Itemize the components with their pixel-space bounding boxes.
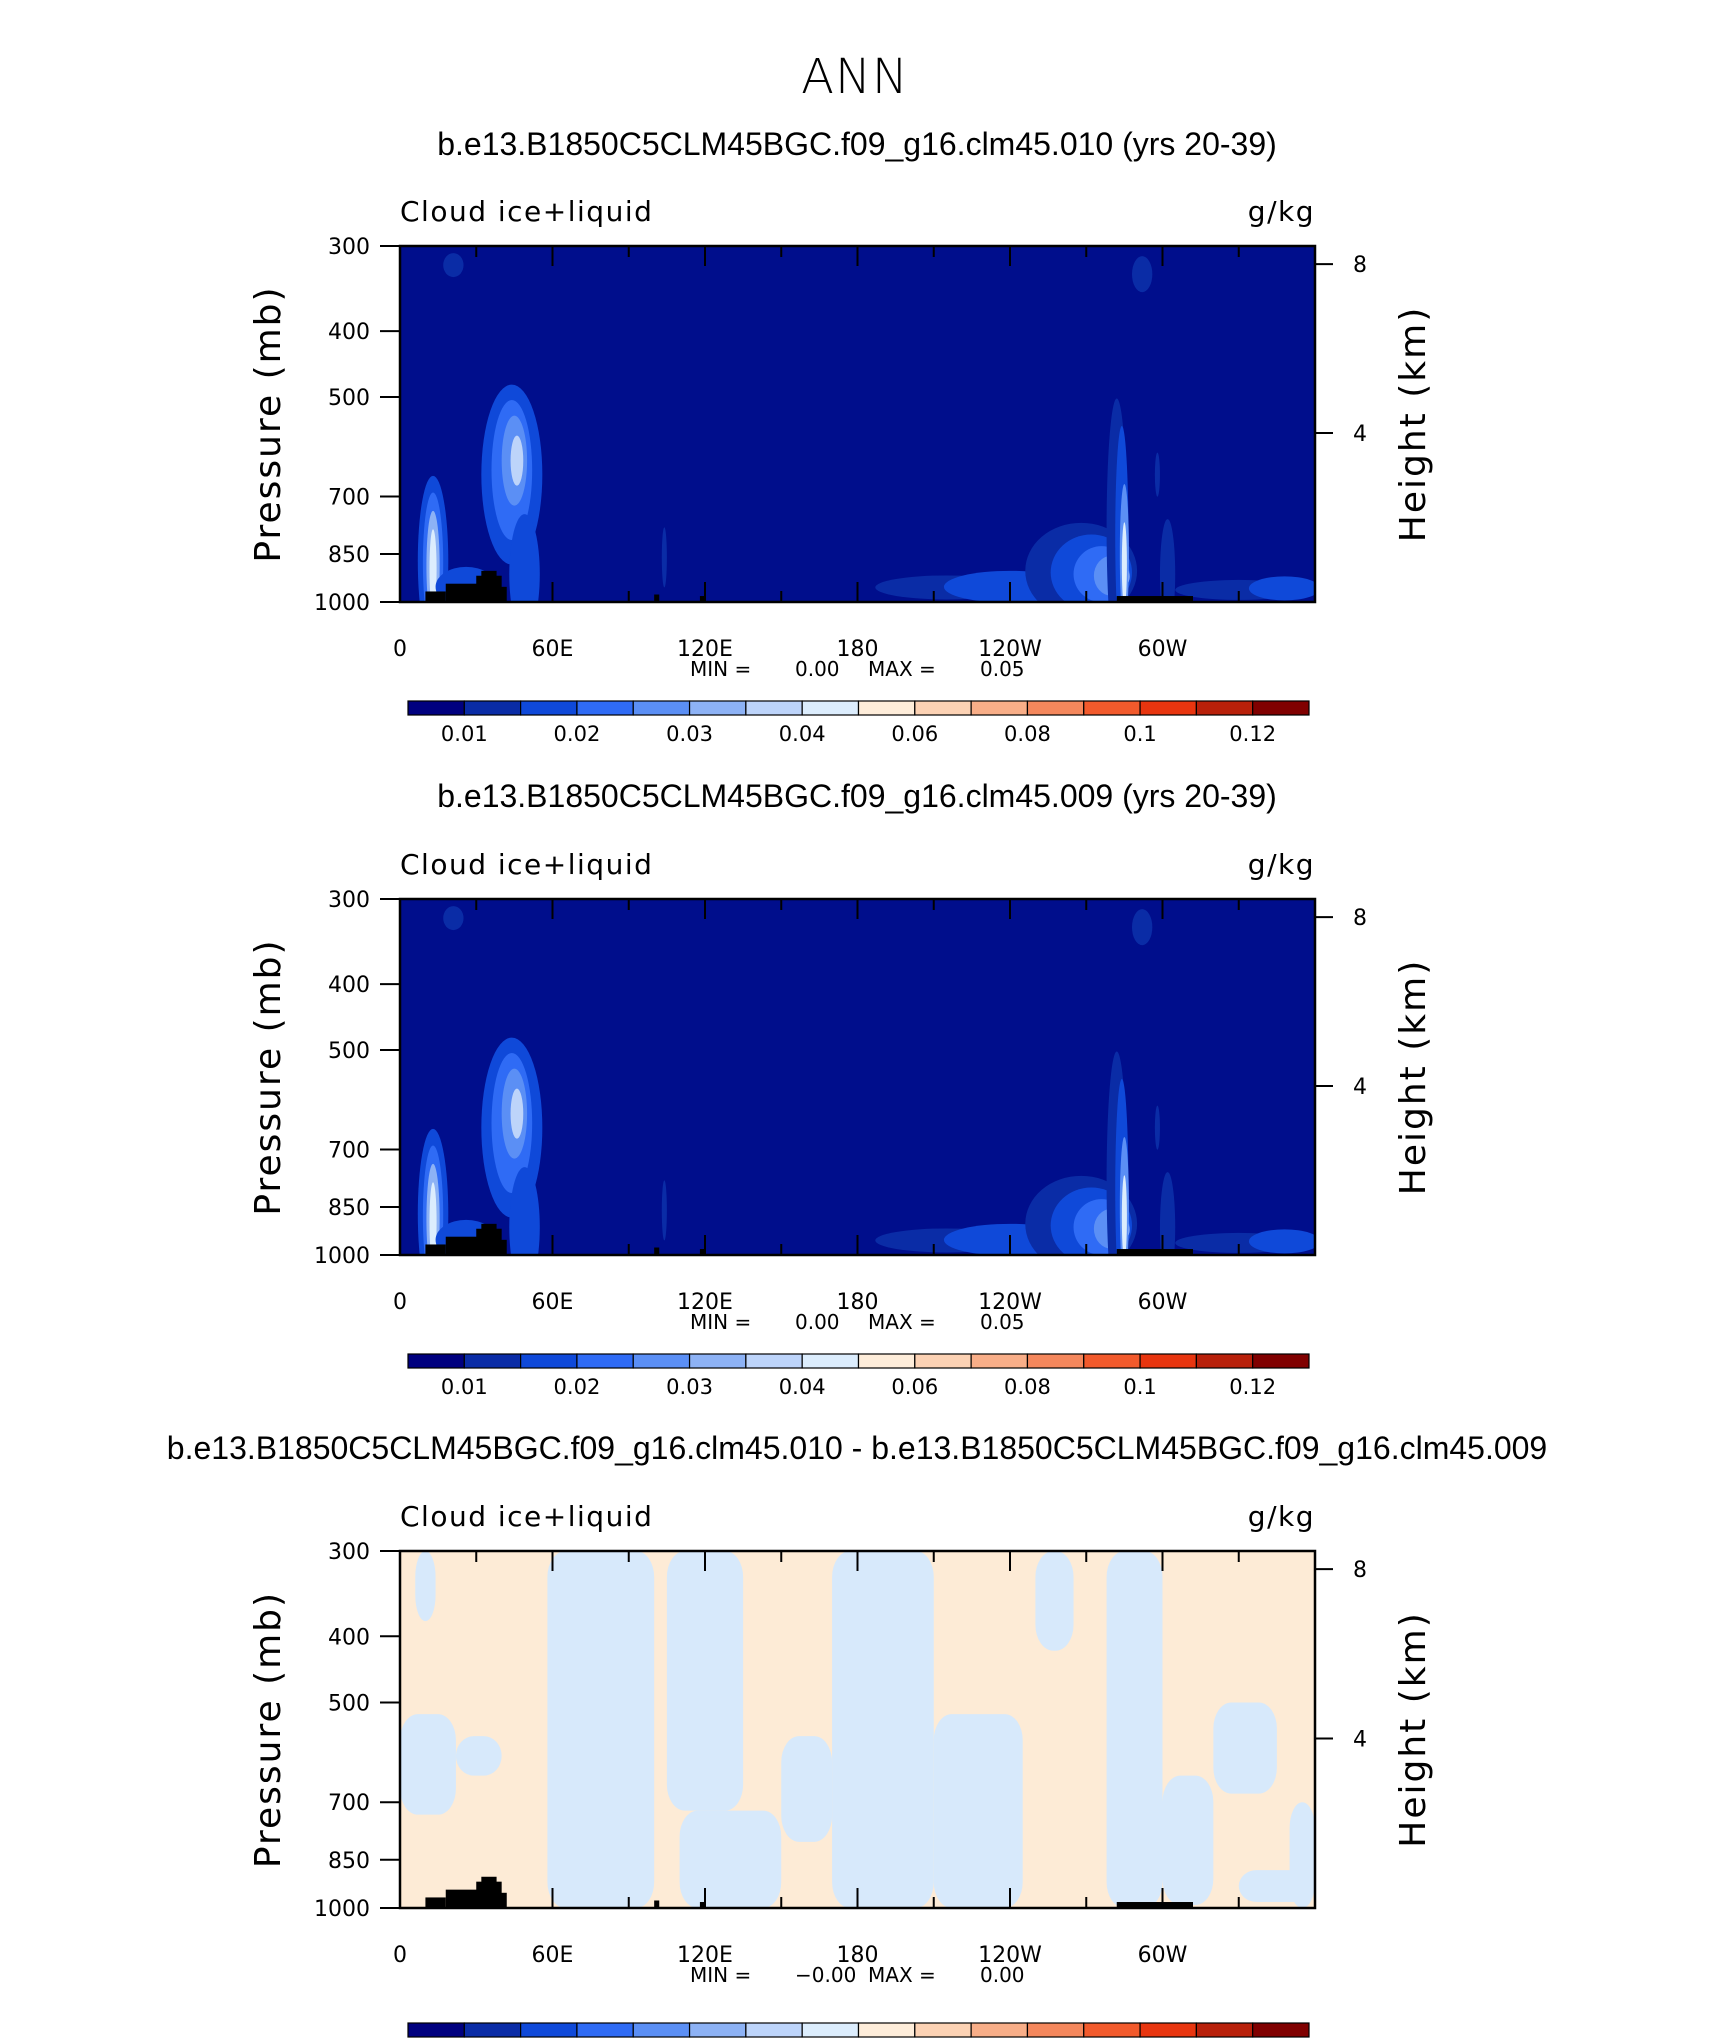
colorbar-swatch [1140,2023,1196,2037]
contour-region [456,1736,502,1776]
colorbar-swatch [802,701,858,715]
y-tick-label: 1000 [314,1244,370,1269]
contour-region [1249,576,1320,600]
contour-region [511,1089,524,1139]
colorbar-label: 0.02 [553,722,601,746]
contour-region [1132,909,1152,945]
contour-region [667,1551,743,1811]
x-tick-label: 0 [393,1943,407,1968]
colorbar-swatch [971,1354,1027,1368]
y2-tick-label: 8 [1353,253,1367,279]
y-tick-label: 850 [328,1195,370,1221]
colorbar-swatch [464,1354,520,1368]
colorbar-swatch [577,1354,633,1368]
max-value: 0.05 [980,1310,1025,1334]
panel-title: b.e13.B1850C5CLM45BGC.f09_g16.clm45.010 - b.e13.B1850C5CLM45BGC.f09_g16.clm45.009 [166,1430,1548,1466]
figure-title: ANN [801,49,909,105]
panel-title: b.e13.B1850C5CLM45BGC.f09_g16.clm45.010 (yrs 20-39) [437,126,1277,162]
x-tick-label: 60E [531,1290,574,1315]
colorbar-label: 0.06 [891,1375,939,1399]
contour-region [1160,519,1175,629]
colorbar-label: 0.1 [1123,1375,1157,1399]
contour-region [1160,1172,1175,1282]
x-tick-label: 60W [1137,1290,1188,1315]
colorbar-swatch [633,701,689,715]
x-tick-label: 120E [677,637,733,662]
topography [481,1877,496,1908]
min-label: MIN = [690,1310,752,1334]
y2-axis-label: Height (km) [1393,1611,1434,1848]
colorbar [408,2023,1309,2038]
colorbar-label: 0.02 [553,1375,601,1399]
colorbar-swatch [690,2023,746,2037]
x-tick-label: 120E [677,1943,733,1968]
contour-region [1035,1551,1073,1651]
contour-region [1290,1802,1315,1908]
x-tick-label: 180 [836,1290,879,1315]
contour-region [443,906,463,930]
colorbar-swatch [1084,2023,1140,2037]
contour-region [662,1180,667,1240]
y2-axis-label: Height (km) [1393,305,1434,543]
colorbar-label: 0.03 [666,722,713,746]
topography [481,1224,496,1255]
y2-tick-label: 8 [1353,1558,1367,1584]
colorbar-label: 0.01 [440,722,488,746]
colorbar-swatch [1253,701,1309,715]
topography [425,1244,445,1255]
y-tick-label: 500 [328,1039,370,1065]
colorbar-swatch [408,2023,464,2037]
y2-tick-label: 4 [1353,1727,1367,1753]
contour-region [1132,256,1152,292]
y-tick-label: 500 [328,1691,370,1717]
min-value: −0.00 [795,1963,857,1987]
colorbar-swatch [521,2023,577,2037]
y-tick-label: 400 [328,973,370,999]
x-tick-label: 180 [836,637,879,662]
contour-region [511,436,524,486]
colorbar-label: 0.1 [1123,722,1157,746]
contour-region [1122,1175,1127,1259]
colorbar-label: 0.04 [778,722,826,746]
variable-label: Cloud ice+liquid [400,1500,654,1533]
colorbar-swatch [633,2023,689,2037]
topography [425,591,445,602]
colorbar-label: 0.12 [1229,1375,1277,1399]
colorbar-swatch [859,2023,915,2037]
y-tick-label: 400 [328,320,370,346]
contour-region [415,1551,435,1621]
colorbar-label: 0.06 [891,722,939,746]
contour-region [1249,1229,1320,1253]
colorbar-swatch [971,701,1027,715]
x-tick-label: 60W [1137,1943,1188,1968]
contour-region [832,1551,934,1908]
colorbar-swatch [971,2023,1027,2037]
x-tick-label: 120W [978,637,1042,662]
y-axis-label: Pressure (mb) [248,1590,289,1869]
contour-region [509,1167,540,1287]
contour-region [509,514,540,634]
y-tick-label: 400 [328,1625,370,1651]
colorbar-swatch [464,701,520,715]
contour-region [662,527,667,587]
x-tick-label: 60E [531,637,574,662]
panel-difference [167,1430,1547,2038]
colorbar-label: 0.08 [1004,722,1051,746]
x-tick-label: 60W [1137,637,1188,662]
colorbar-swatch [915,1354,971,1368]
y-tick-label: 300 [328,1540,370,1565]
x-tick-label: 180 [836,1943,879,1968]
max-value: 0.00 [980,1963,1025,1987]
contour-region [934,1714,1023,1908]
y-axis-label: Pressure (mb) [248,285,289,563]
contour-region [547,1551,654,1908]
colorbar-label: 0.01 [440,1375,488,1399]
y-axis-label: Pressure (mb) [248,938,289,1216]
colorbar-swatch [1253,2023,1309,2037]
max-label: MAX = [868,1963,936,1987]
colorbar-swatch [521,701,577,715]
y-tick-label: 300 [328,888,370,913]
colorbar-swatch [746,2023,802,2037]
units-label: g/kg [1247,195,1315,228]
x-tick-label: 120W [978,1943,1042,1968]
colorbar-swatch [1084,701,1140,715]
colorbar-swatch [1196,2023,1252,2037]
max-value: 0.05 [980,657,1025,681]
colorbar-swatch [408,1354,464,1368]
colorbar-swatch [746,701,802,715]
y-tick-label: 1000 [314,1897,370,1922]
y2-tick-label: 8 [1353,906,1367,932]
colorbar-swatch [915,701,971,715]
min-value: 0.00 [795,657,840,681]
colorbar-swatch [915,2023,971,2037]
units-label: g/kg [1247,1500,1315,1533]
contour-region [1107,1551,1163,1908]
colorbar-swatch [859,1354,915,1368]
colorbar [408,701,1309,746]
colorbar-swatch [746,1354,802,1368]
y-tick-label: 850 [328,1848,370,1874]
contour-region [1213,1702,1277,1793]
contour-region [400,1714,456,1815]
colorbar-swatch [690,1354,746,1368]
y-tick-label: 700 [328,485,370,511]
min-value: 0.00 [795,1310,840,1334]
x-tick-label: 0 [393,1290,407,1315]
min-label: MIN = [690,657,752,681]
x-tick-label: 120W [978,1290,1042,1315]
topography [497,1893,507,1908]
panel-title: b.e13.B1850C5CLM45BGC.f09_g16.clm45.009 (yrs 20-39) [437,778,1277,814]
colorbar-swatch [1140,701,1196,715]
y2-axis-label: Height (km) [1393,958,1434,1196]
panel-control-009 [248,778,1434,1399]
colorbar-label: 0.12 [1229,722,1277,746]
colorbar-swatch [577,2023,633,2037]
y-tick-label: 300 [328,235,370,260]
panel-control-010 [248,126,1434,746]
colorbar-label: 0.04 [778,1375,826,1399]
contour-region [1122,522,1127,606]
max-label: MAX = [868,1310,936,1334]
x-tick-label: 60E [531,1943,574,1968]
colorbar-swatch [1027,701,1083,715]
x-tick-label: 0 [393,637,407,662]
contour-region [1163,1776,1214,1905]
contour-field [400,899,1320,1312]
colorbar-swatch [1253,1354,1309,1368]
y-tick-label: 700 [328,1138,370,1164]
colorbar-swatch [802,2023,858,2037]
colorbar-swatch [1196,1354,1252,1368]
colorbar-swatch [408,701,464,715]
colorbar-swatch [1084,1354,1140,1368]
colorbar-swatch [859,701,915,715]
min-label: MIN = [690,1963,752,1987]
contour-region [1155,453,1160,497]
y-tick-label: 700 [328,1791,370,1817]
colorbar-swatch [633,1354,689,1368]
y-tick-label: 850 [328,542,370,568]
colorbar-swatch [802,1354,858,1368]
topography [425,1897,445,1908]
colorbar-swatch [577,701,633,715]
topography [481,571,496,602]
colorbar-swatch [1140,1354,1196,1368]
y-tick-label: 500 [328,386,370,412]
colorbar-swatch [1027,1354,1083,1368]
contour-field [400,246,1320,659]
colorbar-swatch [464,2023,520,2037]
colorbar-swatch [1196,701,1252,715]
y2-tick-label: 4 [1353,422,1367,448]
contour-region [443,253,463,277]
x-tick-label: 120E [677,1290,733,1315]
max-label: MAX = [868,657,936,681]
colorbar-label: 0.03 [666,1375,713,1399]
y2-tick-label: 4 [1353,1075,1367,1101]
contour-field [400,1551,1315,1908]
colorbar-label: 0.08 [1004,1375,1051,1399]
variable-label: Cloud ice+liquid [400,848,654,881]
topography [497,587,507,602]
y-tick-label: 1000 [314,591,370,616]
contour-region [781,1736,832,1842]
contour-region [1155,1106,1160,1150]
colorbar [408,1354,1309,1399]
colorbar-swatch [690,701,746,715]
colorbar-swatch [521,1354,577,1368]
units-label: g/kg [1247,848,1315,881]
topography [497,1240,507,1255]
contour-region [680,1811,782,1908]
variable-label: Cloud ice+liquid [400,195,654,228]
colorbar-swatch [1027,2023,1083,2037]
